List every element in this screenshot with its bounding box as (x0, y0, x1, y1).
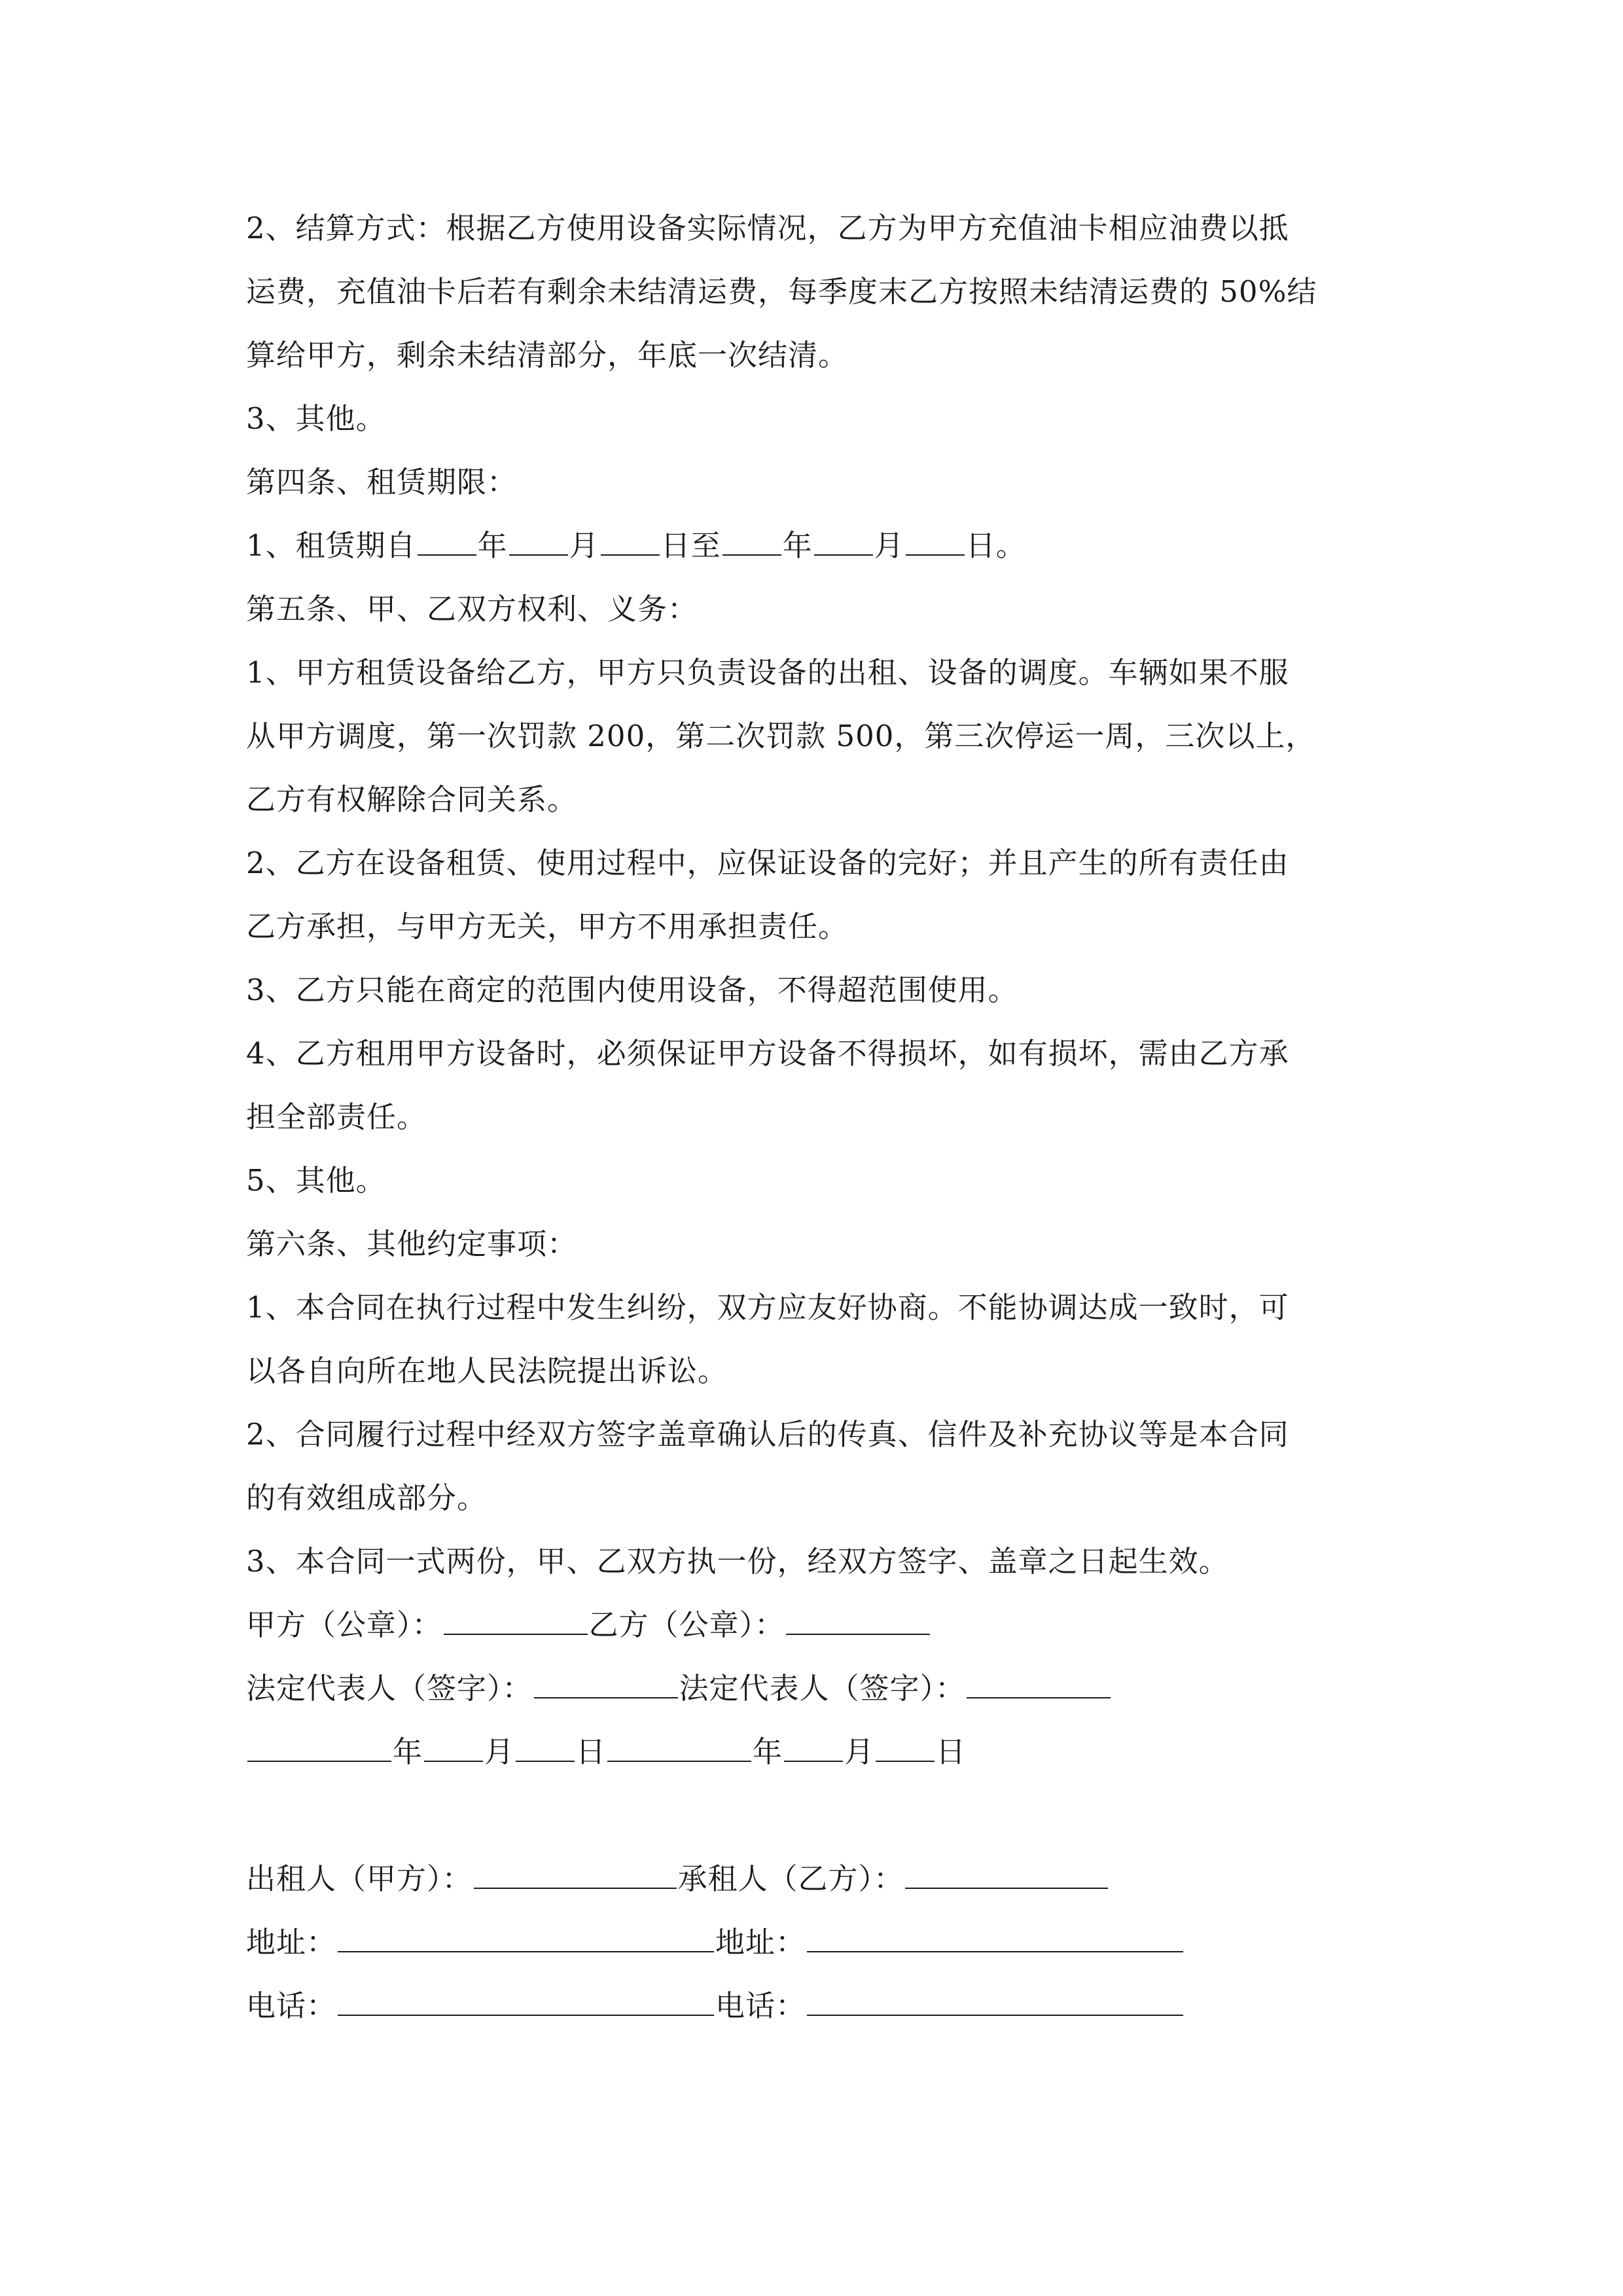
sign-month-b-blank[interactable] (784, 1723, 843, 1762)
lease-start-year-blank[interactable] (418, 516, 476, 556)
art5-item3: 3、乙方只能在商定的范围内使用设备，不得超范围使用。 (246, 973, 1018, 1007)
party-b-seal-label: 乙方（公章）： (588, 1607, 785, 1642)
address-a-blank[interactable] (338, 1913, 714, 1952)
sign-date-line (246, 1720, 1385, 1784)
address-line (246, 1910, 1385, 1974)
lessor-label: 出租人（甲方）： (246, 1861, 473, 1896)
article-5-title: 第五条、甲、乙双方权利、义务： (246, 592, 698, 626)
art5-item4-line-2: 担全部责任。 (246, 1100, 427, 1134)
contract-page (246, 196, 1385, 2037)
party-a-seal-blank[interactable] (444, 1596, 588, 1635)
legal-rep-line (246, 1657, 1385, 1720)
lease-term-line (246, 514, 1385, 577)
legal-rep-b-label: 法定代表人（签字）： (679, 1671, 966, 1706)
sign-year-b-label: 年 (753, 1734, 783, 1769)
lease-term-prefix: 1、租赁期自 (246, 528, 416, 563)
settlement-line-2: 运费，充值油卡后若有剩余未结清运费，每季度末乙方按照未结清运费的 50%结 (246, 274, 1317, 309)
sign-day-b-blank[interactable] (876, 1723, 935, 1762)
legal-rep-a-label: 法定代表人（签字）： (246, 1671, 533, 1706)
lease-year-label-1: 年 (477, 528, 508, 563)
lease-day-label-2: 日。 (965, 528, 1026, 563)
lease-month-label-1: 月 (569, 528, 599, 563)
phone-line (246, 1974, 1385, 2037)
art5-item2-line-2: 乙方承担，与甲方无关，甲方不用承担责任。 (246, 909, 849, 944)
phone-b-label: 电话： (715, 1988, 806, 2023)
art6-item1-line-2: 以各自向所在地人民法院提出诉讼。 (246, 1354, 728, 1388)
art5-item2-line-1: 2、乙方在设备租赁、使用过程中，应保证设备的完好；并且产生的所有责任由 (246, 846, 1289, 880)
sign-month-a-blank[interactable] (424, 1723, 483, 1762)
art6-item2-line-2: 的有效组成部分。 (246, 1480, 488, 1515)
lease-day-label-1: 日至 (660, 528, 721, 563)
lease-start-month-blank[interactable] (509, 516, 568, 556)
art5-item1-line-3: 乙方有权解除合同关系。 (246, 782, 578, 817)
phone-b-blank[interactable] (807, 1977, 1183, 2016)
party-a-seal-label: 甲方（公章）： (246, 1607, 442, 1642)
sign-year-b-blank[interactable] (607, 1723, 751, 1762)
lessee-blank[interactable] (905, 1850, 1108, 1889)
settlement-line-3: 算给甲方，剩余未结清部分，年底一次结清。 (246, 338, 849, 372)
art6-item2-line-1: 2、合同履行过程中经双方签字盖章确认后的传真、信件及补充协议等是本合同 (246, 1417, 1289, 1452)
art5-item1-line-2: 从甲方调度，第一次罚款 200，第二次罚款 500，第三次停运一周，三次以上， (246, 719, 1316, 753)
address-b-label: 地址： (715, 1925, 806, 1960)
art5-item5: 5、其他。 (246, 1163, 386, 1198)
lease-year-label-2: 年 (782, 528, 813, 563)
sign-day-a-label: 日 (576, 1734, 607, 1769)
sign-year-a-label: 年 (393, 1734, 423, 1769)
settlement-line-1: 2、结算方式：根据乙方使用设备实际情况，乙方为甲方充值油卡相应油费以抵 (246, 211, 1289, 245)
art5-item4-line-1: 4、乙方租用甲方设备时，必须保证甲方设备不得损坏，如有损坏，需由乙方承 (246, 1036, 1289, 1071)
lessor-lessee-line (246, 1847, 1385, 1910)
legal-rep-b-blank[interactable] (967, 1659, 1111, 1698)
sign-year-a-blank[interactable] (247, 1723, 391, 1762)
address-b-blank[interactable] (807, 1913, 1183, 1952)
article-4-title: 第四条、租赁期限： (246, 465, 518, 499)
sign-month-a-label: 月 (484, 1734, 515, 1769)
lessor-blank[interactable] (474, 1850, 677, 1889)
lessee-label: 承租人（乙方）： (677, 1861, 904, 1896)
sign-day-a-blank[interactable] (516, 1723, 575, 1762)
lease-end-day-blank[interactable] (906, 516, 965, 556)
art6-item1-line-1: 1、本合同在执行过程中发生纠纷，双方应友好协商。不能协调达成一致时，可 (246, 1290, 1289, 1325)
art5-item1-line-1: 1、甲方租赁设备给乙方，甲方只负责设备的出租、设备的调度。车辆如果不服 (246, 655, 1289, 690)
phone-a-label: 电话： (246, 1988, 337, 2023)
other-clause-3: 3、其他。 (246, 401, 386, 436)
lease-start-day-blank[interactable] (601, 516, 660, 556)
lease-end-month-blank[interactable] (814, 516, 873, 556)
phone-a-blank[interactable] (338, 1977, 714, 2016)
lease-month-label-2: 月 (874, 528, 904, 563)
party-b-seal-blank[interactable] (786, 1596, 930, 1635)
lease-end-year-blank[interactable] (722, 516, 781, 556)
address-a-label: 地址： (246, 1925, 337, 1960)
seal-line (246, 1593, 1385, 1657)
sign-day-b-label: 日 (936, 1734, 967, 1769)
sign-month-b-label: 月 (844, 1734, 875, 1769)
spacer (246, 1784, 1385, 1847)
legal-rep-a-blank[interactable] (534, 1659, 678, 1698)
article-6-title: 第六条、其他约定事项： (246, 1227, 578, 1261)
art6-item3: 3、本合同一式两份，甲、乙双方执一份，经双方签字、盖章之日起生效。 (246, 1544, 1229, 1579)
